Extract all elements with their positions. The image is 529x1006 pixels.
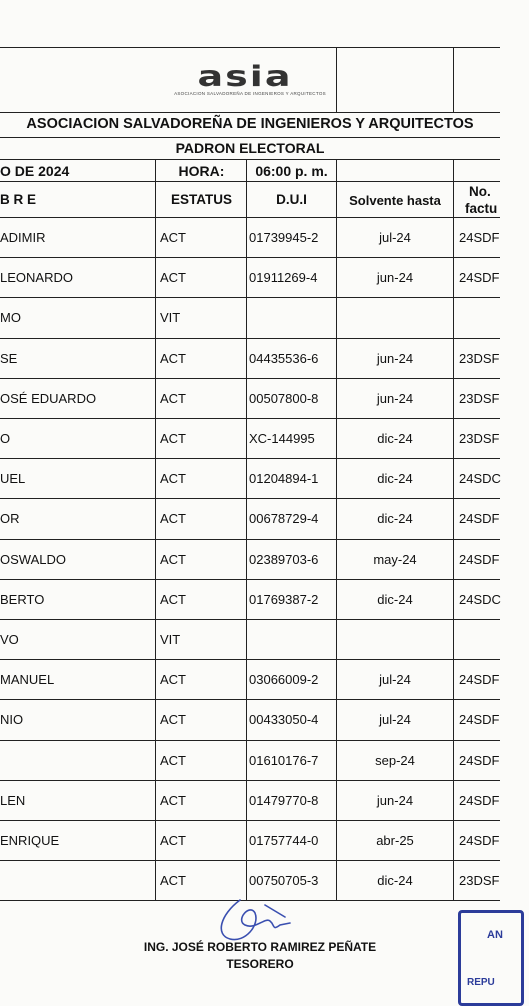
row-divider <box>0 740 500 741</box>
cell-estatus: ACT <box>160 873 186 888</box>
cell-dui: 01757744-0 <box>249 833 319 848</box>
cell-estatus: ACT <box>160 672 186 687</box>
cell-dui: 01610176-7 <box>249 753 319 768</box>
row-divider <box>0 418 500 419</box>
cell-nombre: OSÉ EDUARDO <box>0 391 97 406</box>
logo-divider-2 <box>453 47 454 112</box>
column-divider <box>453 159 454 900</box>
row-divider <box>0 659 500 660</box>
signatory-name: ING. JOSÉ ROBERTO RAMIREZ PEÑATE <box>143 940 377 954</box>
hora-label: HORA: <box>178 163 225 179</box>
cell-estatus: ACT <box>160 270 186 285</box>
column-header-nombre: B R E <box>0 192 37 207</box>
cell-dui: 00678729-4 <box>249 511 319 526</box>
cell-nombre: LEONARDO <box>0 270 73 285</box>
logo-divider-1 <box>336 47 337 112</box>
cell-estatus: ACT <box>160 552 186 567</box>
column-divider <box>155 159 156 900</box>
official-stamp <box>458 910 524 1006</box>
columns-bottom-line <box>0 217 500 218</box>
row-divider <box>0 458 500 459</box>
cell-estatus: VIT <box>160 310 181 325</box>
row-divider <box>0 257 500 258</box>
cell-solvente: dic-24 <box>377 431 413 446</box>
column-header-factura-1: No. <box>469 184 491 199</box>
cell-solvente: jul-24 <box>379 672 411 687</box>
cell-estatus: ACT <box>160 712 186 727</box>
cell-dui: 01739945-2 <box>249 230 319 245</box>
cell-factura: 24SDC <box>459 471 501 486</box>
signature-mark <box>210 895 300 945</box>
cell-factura: 23DSF <box>459 873 500 888</box>
asia-logo: asia <box>197 59 293 93</box>
document-title: PADRON ELECTORAL <box>175 140 325 156</box>
cell-solvente: jun-24 <box>376 351 414 366</box>
column-header-factura-2: factu <box>465 201 498 216</box>
cell-factura: 24SDF <box>459 793 500 808</box>
cell-factura: 23DSF <box>459 391 500 406</box>
row-divider <box>0 539 500 540</box>
signatory-title: TESORERO <box>226 957 294 971</box>
date-fragment: O DE 2024 <box>0 163 70 179</box>
cell-estatus: ACT <box>160 351 186 366</box>
cell-estatus: ACT <box>160 592 186 607</box>
cell-nombre: SE <box>0 351 18 366</box>
title-bottom-line <box>0 159 500 160</box>
cell-factura: 24SDF <box>459 753 500 768</box>
row-divider <box>0 378 500 379</box>
cell-dui: 00433050-4 <box>249 712 319 727</box>
cell-estatus: ACT <box>160 391 186 406</box>
stamp-bottom-text: REPU <box>467 977 495 988</box>
row-divider <box>0 498 500 499</box>
cell-nombre: MANUEL <box>0 672 55 687</box>
cell-dui: 01479770-8 <box>249 793 319 808</box>
top-border-line <box>0 47 500 48</box>
cell-factura: 23DSF <box>459 431 500 446</box>
cell-nombre: BERTO <box>0 592 45 607</box>
cell-estatus: ACT <box>160 431 186 446</box>
cell-factura: 24SDF <box>459 270 500 285</box>
cell-factura: 23DSF <box>459 351 500 366</box>
cell-nombre: ADIMIR <box>0 230 46 245</box>
cell-estatus: ACT <box>160 511 186 526</box>
column-header-dui: D.U.I <box>276 192 307 207</box>
cell-solvente: jun-24 <box>376 270 414 285</box>
cell-factura: 24SDF <box>459 552 500 567</box>
hora-value: 06:00 p. m. <box>255 163 328 179</box>
cell-solvente: jun-24 <box>376 793 414 808</box>
cell-estatus: ACT <box>160 793 186 808</box>
row-divider <box>0 619 500 620</box>
cell-dui: 01911269-4 <box>249 270 318 285</box>
column-header-estatus: ESTATUS <box>170 192 232 207</box>
cell-nombre: LEN <box>0 793 26 808</box>
cell-estatus: ACT <box>160 230 186 245</box>
cell-solvente: sep-24 <box>375 753 415 768</box>
cell-nombre: ENRIQUE <box>0 833 60 848</box>
cell-solvente: dic-24 <box>377 592 413 607</box>
cell-dui: 02389703-6 <box>249 552 319 567</box>
cell-nombre: O <box>0 431 11 446</box>
cell-dui: 00507800-8 <box>249 391 319 406</box>
row-divider <box>0 579 500 580</box>
stamp-top-text: AN <box>487 929 503 941</box>
logo-bottom-line <box>0 112 500 113</box>
cell-dui: 01204894-1 <box>249 471 319 486</box>
cell-solvente: jul-24 <box>379 712 411 727</box>
org-bottom-line <box>0 137 500 138</box>
cell-solvente: abr-25 <box>376 833 414 848</box>
column-divider <box>246 159 247 900</box>
cell-nombre: UEL <box>0 471 26 486</box>
cell-solvente: dic-24 <box>377 873 413 888</box>
column-header-solvente: Solvente hasta <box>349 193 441 208</box>
cell-dui: 04435536-6 <box>249 351 319 366</box>
cell-solvente: jun-24 <box>376 391 414 406</box>
logo-subtitle: ASOCIACION SALVADOREÑA DE INGENIEROS Y ARQUITECTOS <box>174 91 326 96</box>
cell-factura: 24SDF <box>459 672 500 687</box>
row-divider <box>0 297 500 298</box>
cell-nombre: NIO <box>0 712 24 727</box>
row-divider <box>0 820 500 821</box>
cell-dui: XC-144995 <box>249 431 315 446</box>
cell-solvente: jul-24 <box>379 230 411 245</box>
cell-estatus: ACT <box>160 833 186 848</box>
cell-dui: 03066009-2 <box>249 672 319 687</box>
cell-factura: 24SDF <box>459 712 500 727</box>
cell-estatus: VIT <box>160 632 181 647</box>
cell-solvente: may-24 <box>373 552 417 567</box>
cell-dui: 00750705-3 <box>249 873 319 888</box>
row-divider <box>0 338 500 339</box>
cell-nombre: MO <box>0 310 21 325</box>
cell-factura: 24SDC <box>459 592 501 607</box>
cell-nombre: OR <box>0 511 20 526</box>
row-divider <box>0 780 500 781</box>
date-bottom-line <box>0 181 500 182</box>
cell-estatus: ACT <box>160 753 186 768</box>
cell-solvente: dic-24 <box>377 471 413 486</box>
cell-factura: 24SDF <box>459 230 500 245</box>
cell-solvente: dic-24 <box>377 511 413 526</box>
cell-dui: 01769387-2 <box>249 592 319 607</box>
organization-name: ASOCIACION SALVADOREÑA DE INGENIEROS Y ARQUITECTOS <box>26 116 474 132</box>
row-divider <box>0 699 500 700</box>
cell-estatus: ACT <box>160 471 186 486</box>
row-divider <box>0 860 500 861</box>
cell-nombre: VO <box>0 632 19 647</box>
cell-factura: 24SDF <box>459 511 500 526</box>
cell-factura: 24SDF <box>459 833 500 848</box>
cell-nombre: OSWALDO <box>0 552 66 567</box>
